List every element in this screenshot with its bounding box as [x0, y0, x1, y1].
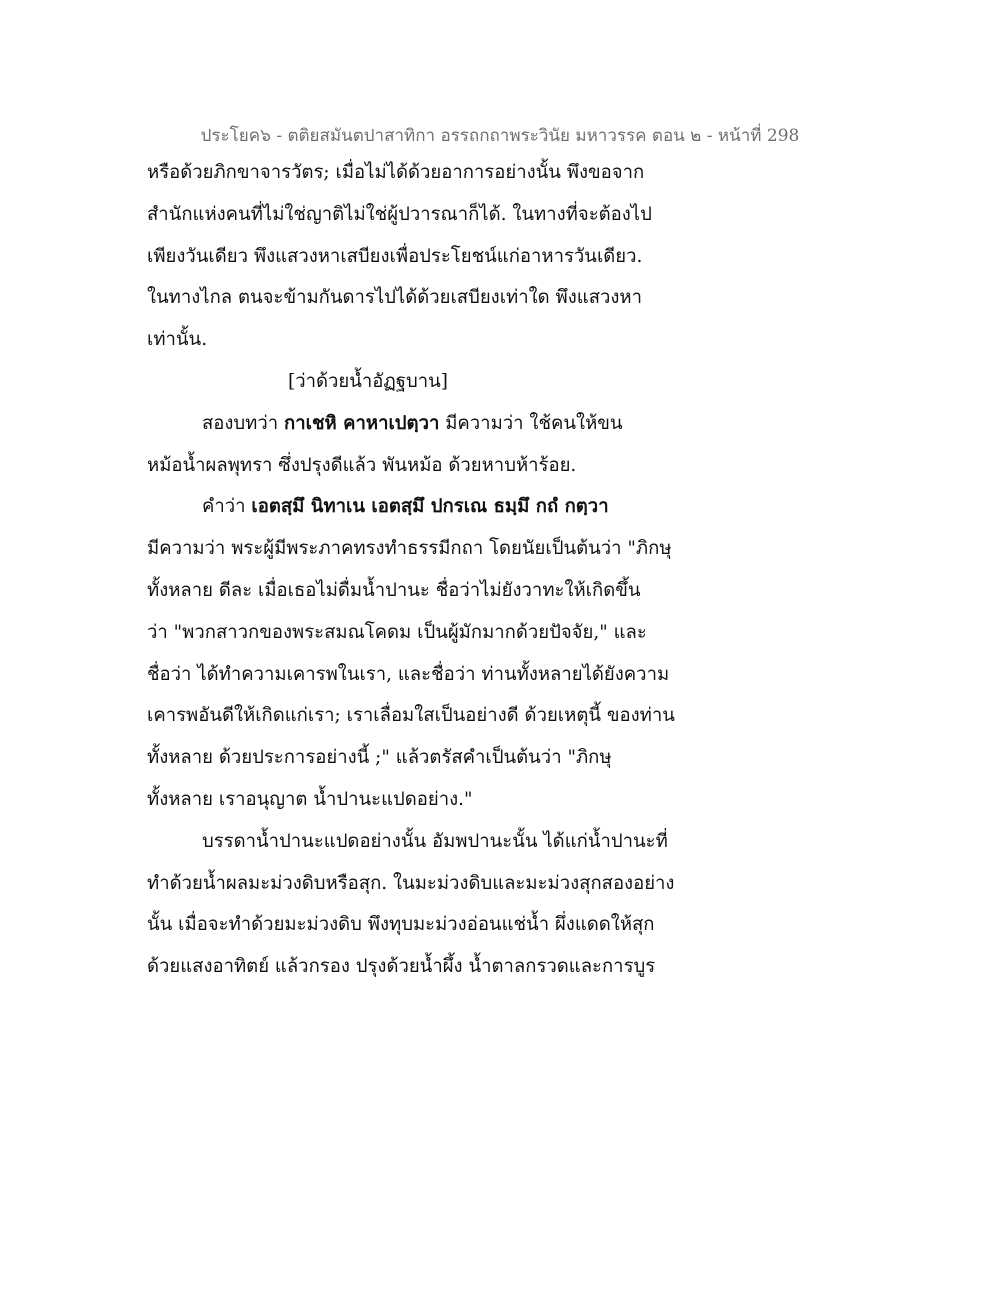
text-line: ชื่อว่า ได้ทำความเคารพในเรา, และชื่อว่า ท่านทั้งหลายได้ยังความ [147, 663, 670, 685]
text-line: เท่านั้น. [147, 329, 208, 351]
text-line: เคารพอันดีให้เกิดแก่เรา; เราเลื่อมใสเป็นอย่างดี ด้วยเหตุนี้ ของท่าน [147, 705, 675, 727]
paragraph-first-line [147, 403, 707, 445]
text-line: ทั้งหลาย เราอนุญาต น้ำปานะแปดอย่าง." [147, 788, 473, 810]
running-header: ประโยค๖ - ตติยสมันตปาสาทิกา อรรถกถาพระวินัย มหาวรรค ตอน ๒ - หน้าที่ 298 [200, 126, 800, 146]
text-line: ด้วยแสงอาทิตย์ แล้วกรอง ปรุงด้วยน้ำผึ้ง น้ำตาลกรวดและการบูร [147, 956, 656, 978]
paragraph-first-line: บรรดาน้ำปานะแปดอย่างนั้น อัมพปานะนั้น ได้แก่น้ำปานะที่ [202, 830, 668, 852]
text-span: คำว่า [202, 496, 252, 518]
text-line: ทั้งหลาย ดีละ เมื่อเธอไม่ดื่มน้ำปานะ ชื่อว่าไม่ยังวาทะให้เกิดขึ้น [147, 579, 641, 601]
paragraph-first-line [147, 486, 707, 528]
text-line: มีความว่า พระผู้มีพระภาคทรงทำธรรมีกถา โดยนัยเป็นต้นว่า "ภิกษุ [147, 538, 672, 560]
text-line: ในทางไกล ตนจะข้ามกันดารไปได้ด้วยเสบียงเท่าใด พึงแสวงหา [147, 287, 642, 309]
text-line: ว่า "พวกสาวกของพระสมณโคดม เป็นผู้มักมากด้วยปัจจัย," และ [147, 621, 647, 643]
pali-term: กาเชหิ คาหาเปตฺวา [284, 412, 440, 434]
text-line: หรือด้วยภิกขาจารวัตร; เมื่อไม่ได้ด้วยอาการอย่างนั้น พึงขอจาก [147, 162, 645, 183]
section-title: [ว่าด้วยน้ำอัฏฐบาน] [288, 370, 449, 392]
pali-term: เอตสฺมึ นิทาเน เอตสฺมึ ปกรเณ ธมฺมึ กถํ กตฺวา [251, 496, 609, 518]
text-line: สำนักแห่งคนที่ไม่ใช่ญาติไม่ใช่ผู้ปวารณาก็ได้. ในทางที่จะต้องไป [147, 203, 652, 225]
text-line: หม้อน้ำผลพุทรา ซึ่งปรุงดีแล้ว พันหม้อ ด้วยหาบห้าร้อย. [147, 454, 577, 476]
text-span: สองบทว่า [202, 412, 285, 434]
text-line: ทำด้วยน้ำผลมะม่วงดิบหรือสุก. ในมะม่วงดิบและมะม่วงสุกสองอย่าง [147, 872, 675, 894]
text-line: ทั้งหลาย ด้วยประการอย่างนี้ ;" แล้วตรัสคำเป็นต้นว่า "ภิกษุ [147, 747, 612, 769]
body-text [147, 152, 707, 988]
text-line: เพียงวันเดียว พึงแสวงหาเสบียงเพื่อประโยชน์แก่อาหารวันเดียว. [147, 245, 643, 267]
text-span: มีความว่า ใช้คนให้ขน [439, 412, 623, 434]
text-line: นั้น เมื่อจะทำด้วยมะม่วงดิบ พึงทุบมะม่วงอ่อนแช่น้ำ ผึ่งแดดให้สุก [147, 914, 655, 936]
